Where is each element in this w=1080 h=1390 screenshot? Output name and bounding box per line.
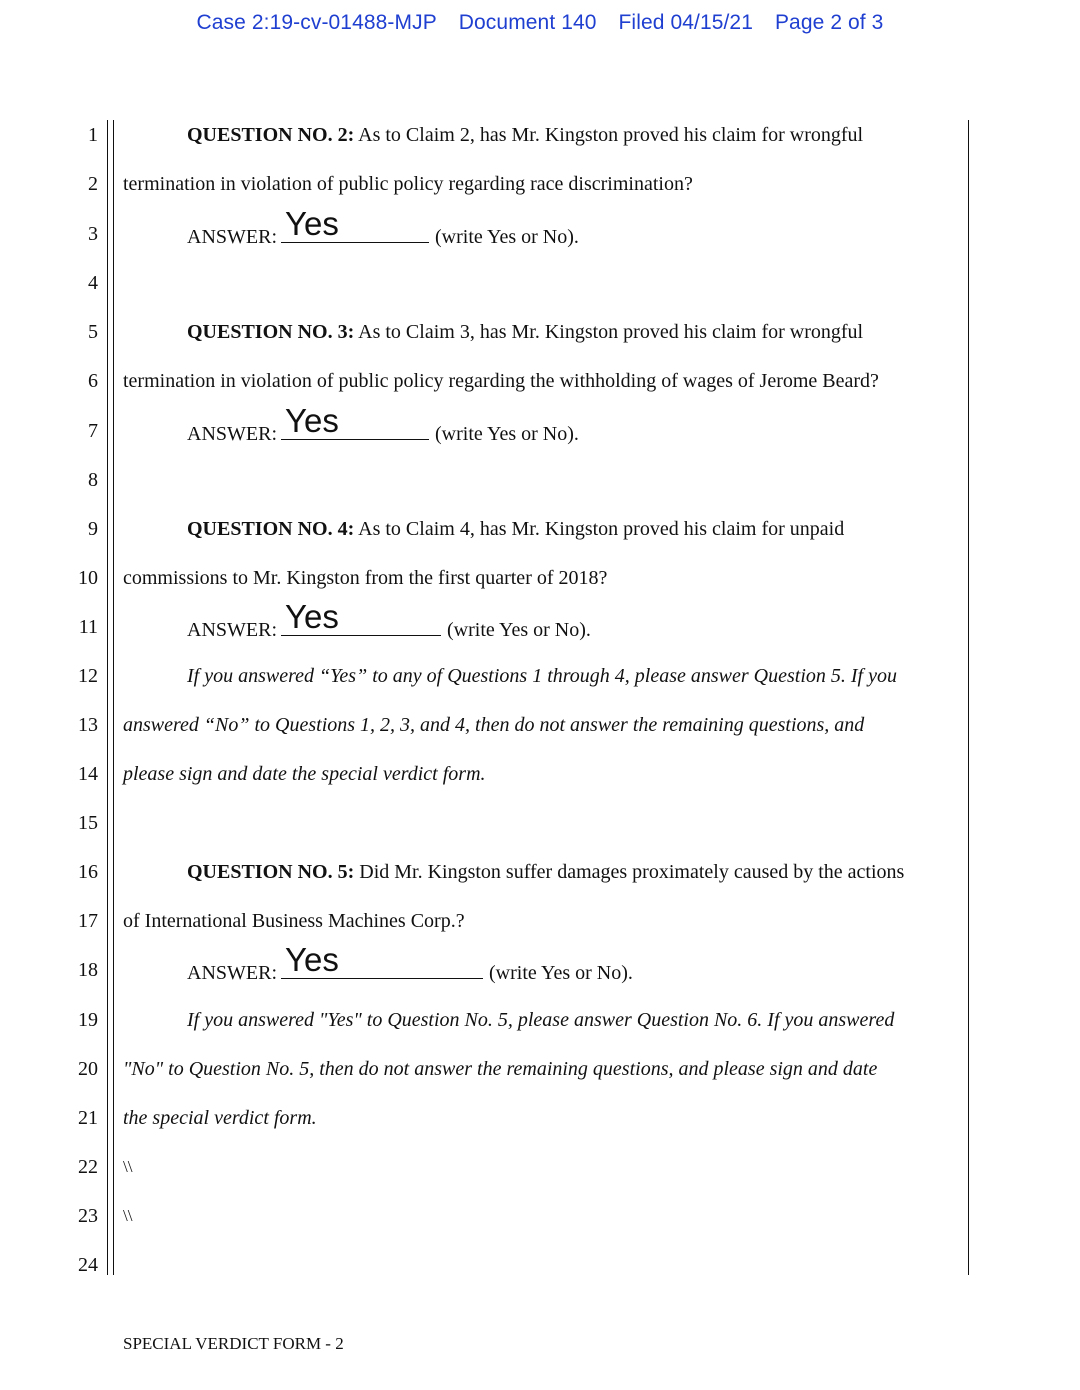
line-number: 2: [88, 173, 98, 195]
answer-hint: (write Yes or No).: [435, 423, 579, 445]
case-header: [0, 11, 1080, 35]
document-number: Document 140: [458, 11, 597, 34]
question-3-answer-field[interactable]: [281, 402, 429, 440]
instruction-1-line-3: please sign and date the special verdict form.: [123, 763, 486, 785]
line-number: 19: [78, 1009, 98, 1031]
answer-label: ANSWER:: [187, 619, 277, 641]
line-number: 7: [88, 420, 98, 442]
answer-hint: (write Yes or No).: [435, 226, 579, 248]
instruction-2-line-2: "No" to Question No. 5, then do not answer the remaining questions, and please sign and date: [123, 1058, 878, 1080]
answer-label: ANSWER:: [187, 962, 277, 984]
question-4-answer-value: Yes: [285, 598, 339, 635]
answer-label: ANSWER:: [187, 423, 277, 445]
right-margin-rule: [968, 120, 969, 1275]
question-4-answer-row: [187, 598, 591, 642]
line-number: 18: [78, 959, 98, 981]
question-5-answer-row: [187, 941, 633, 985]
line-number: 8: [88, 469, 98, 491]
case-number: Case 2:19-cv-01488-MJP: [196, 11, 437, 34]
question-5-line-1: [187, 860, 904, 884]
question-3-line-2: termination in violation of public policy regarding the withholding of wages of Jerome Beard?: [123, 370, 879, 392]
line-number: 5: [88, 321, 98, 343]
line-number: 1: [88, 124, 98, 146]
line-number: 4: [88, 272, 98, 294]
line-number: 15: [78, 812, 98, 834]
question-4-text: As to Claim 4, has Mr. Kingston proved his claim for unpaid: [354, 518, 845, 540]
line-number: 6: [88, 370, 98, 392]
question-5-text: Did Mr. Kingston suffer damages proximately caused by the actions: [354, 861, 905, 883]
question-2-text: As to Claim 2, has Mr. Kingston proved his claim for wrongful: [354, 124, 864, 146]
line-number: 10: [78, 567, 98, 589]
line-number: 22: [78, 1156, 98, 1178]
line-number: 21: [78, 1107, 98, 1129]
question-5-label: QUESTION NO. 5:: [187, 861, 355, 883]
question-5-answer-field[interactable]: [281, 941, 483, 979]
line-number: 23: [78, 1205, 98, 1227]
continuation-mark: \\: [123, 1206, 133, 1225]
question-2-label: QUESTION NO. 2:: [187, 124, 355, 146]
question-3-text: As to Claim 3, has Mr. Kingston proved his claim for wrongful: [354, 321, 864, 343]
question-3-answer-value: Yes: [285, 402, 339, 439]
line-number: 14: [78, 763, 98, 785]
question-3-label: QUESTION NO. 3:: [187, 321, 355, 343]
line-number: 3: [88, 223, 98, 245]
question-5-answer-value: Yes: [285, 941, 339, 978]
answer-hint: (write Yes or No).: [447, 619, 591, 641]
answer-label: ANSWER:: [187, 226, 277, 248]
page-footer: SPECIAL VERDICT FORM - 2: [123, 1334, 344, 1353]
question-4-answer-field[interactable]: [281, 598, 441, 636]
page-number: Page 2 of 3: [774, 11, 884, 34]
line-number: 9: [88, 518, 98, 540]
continuation-mark: \\: [123, 1157, 133, 1176]
question-3-line-1: [187, 320, 863, 344]
question-2-answer-row: [187, 205, 579, 249]
instruction-1-line-2: answered “No” to Questions 1, 2, 3, and 4, then do not answer the remaining questions, and: [123, 714, 865, 736]
line-number: 13: [78, 714, 98, 736]
left-margin-rule-outer: [107, 120, 108, 1275]
question-2-line-1: [187, 123, 863, 147]
instruction-2-line-3: the special verdict form.: [123, 1107, 317, 1129]
instruction-1-line-1: If you answered “Yes” to any of Questions 1 through 4, please answer Question 5. If you: [187, 665, 897, 687]
answer-hint: (write Yes or No).: [489, 962, 633, 984]
line-number: 11: [78, 616, 98, 638]
question-4-line-1: [187, 517, 844, 541]
filed-date: Filed 04/15/21: [618, 11, 753, 34]
line-number: 20: [78, 1058, 98, 1080]
question-5-line-2: of International Business Machines Corp.?: [123, 910, 465, 932]
instruction-2-line-1: If you answered "Yes" to Question No. 5, please answer Question No. 6. If you answered: [187, 1009, 895, 1031]
question-3-answer-row: [187, 402, 579, 446]
line-number: 24: [78, 1254, 98, 1276]
line-number: 17: [78, 910, 98, 932]
question-2-line-2: termination in violation of public policy regarding race discrimination?: [123, 173, 693, 195]
question-4-label: QUESTION NO. 4:: [187, 518, 355, 540]
question-4-line-2: commissions to Mr. Kingston from the first quarter of 2018?: [123, 567, 608, 589]
question-2-answer-value: Yes: [285, 205, 339, 242]
question-2-answer-field[interactable]: [281, 205, 429, 243]
line-number: 12: [78, 665, 98, 687]
left-margin-rule-inner: [113, 120, 114, 1275]
line-number: 16: [78, 861, 98, 883]
